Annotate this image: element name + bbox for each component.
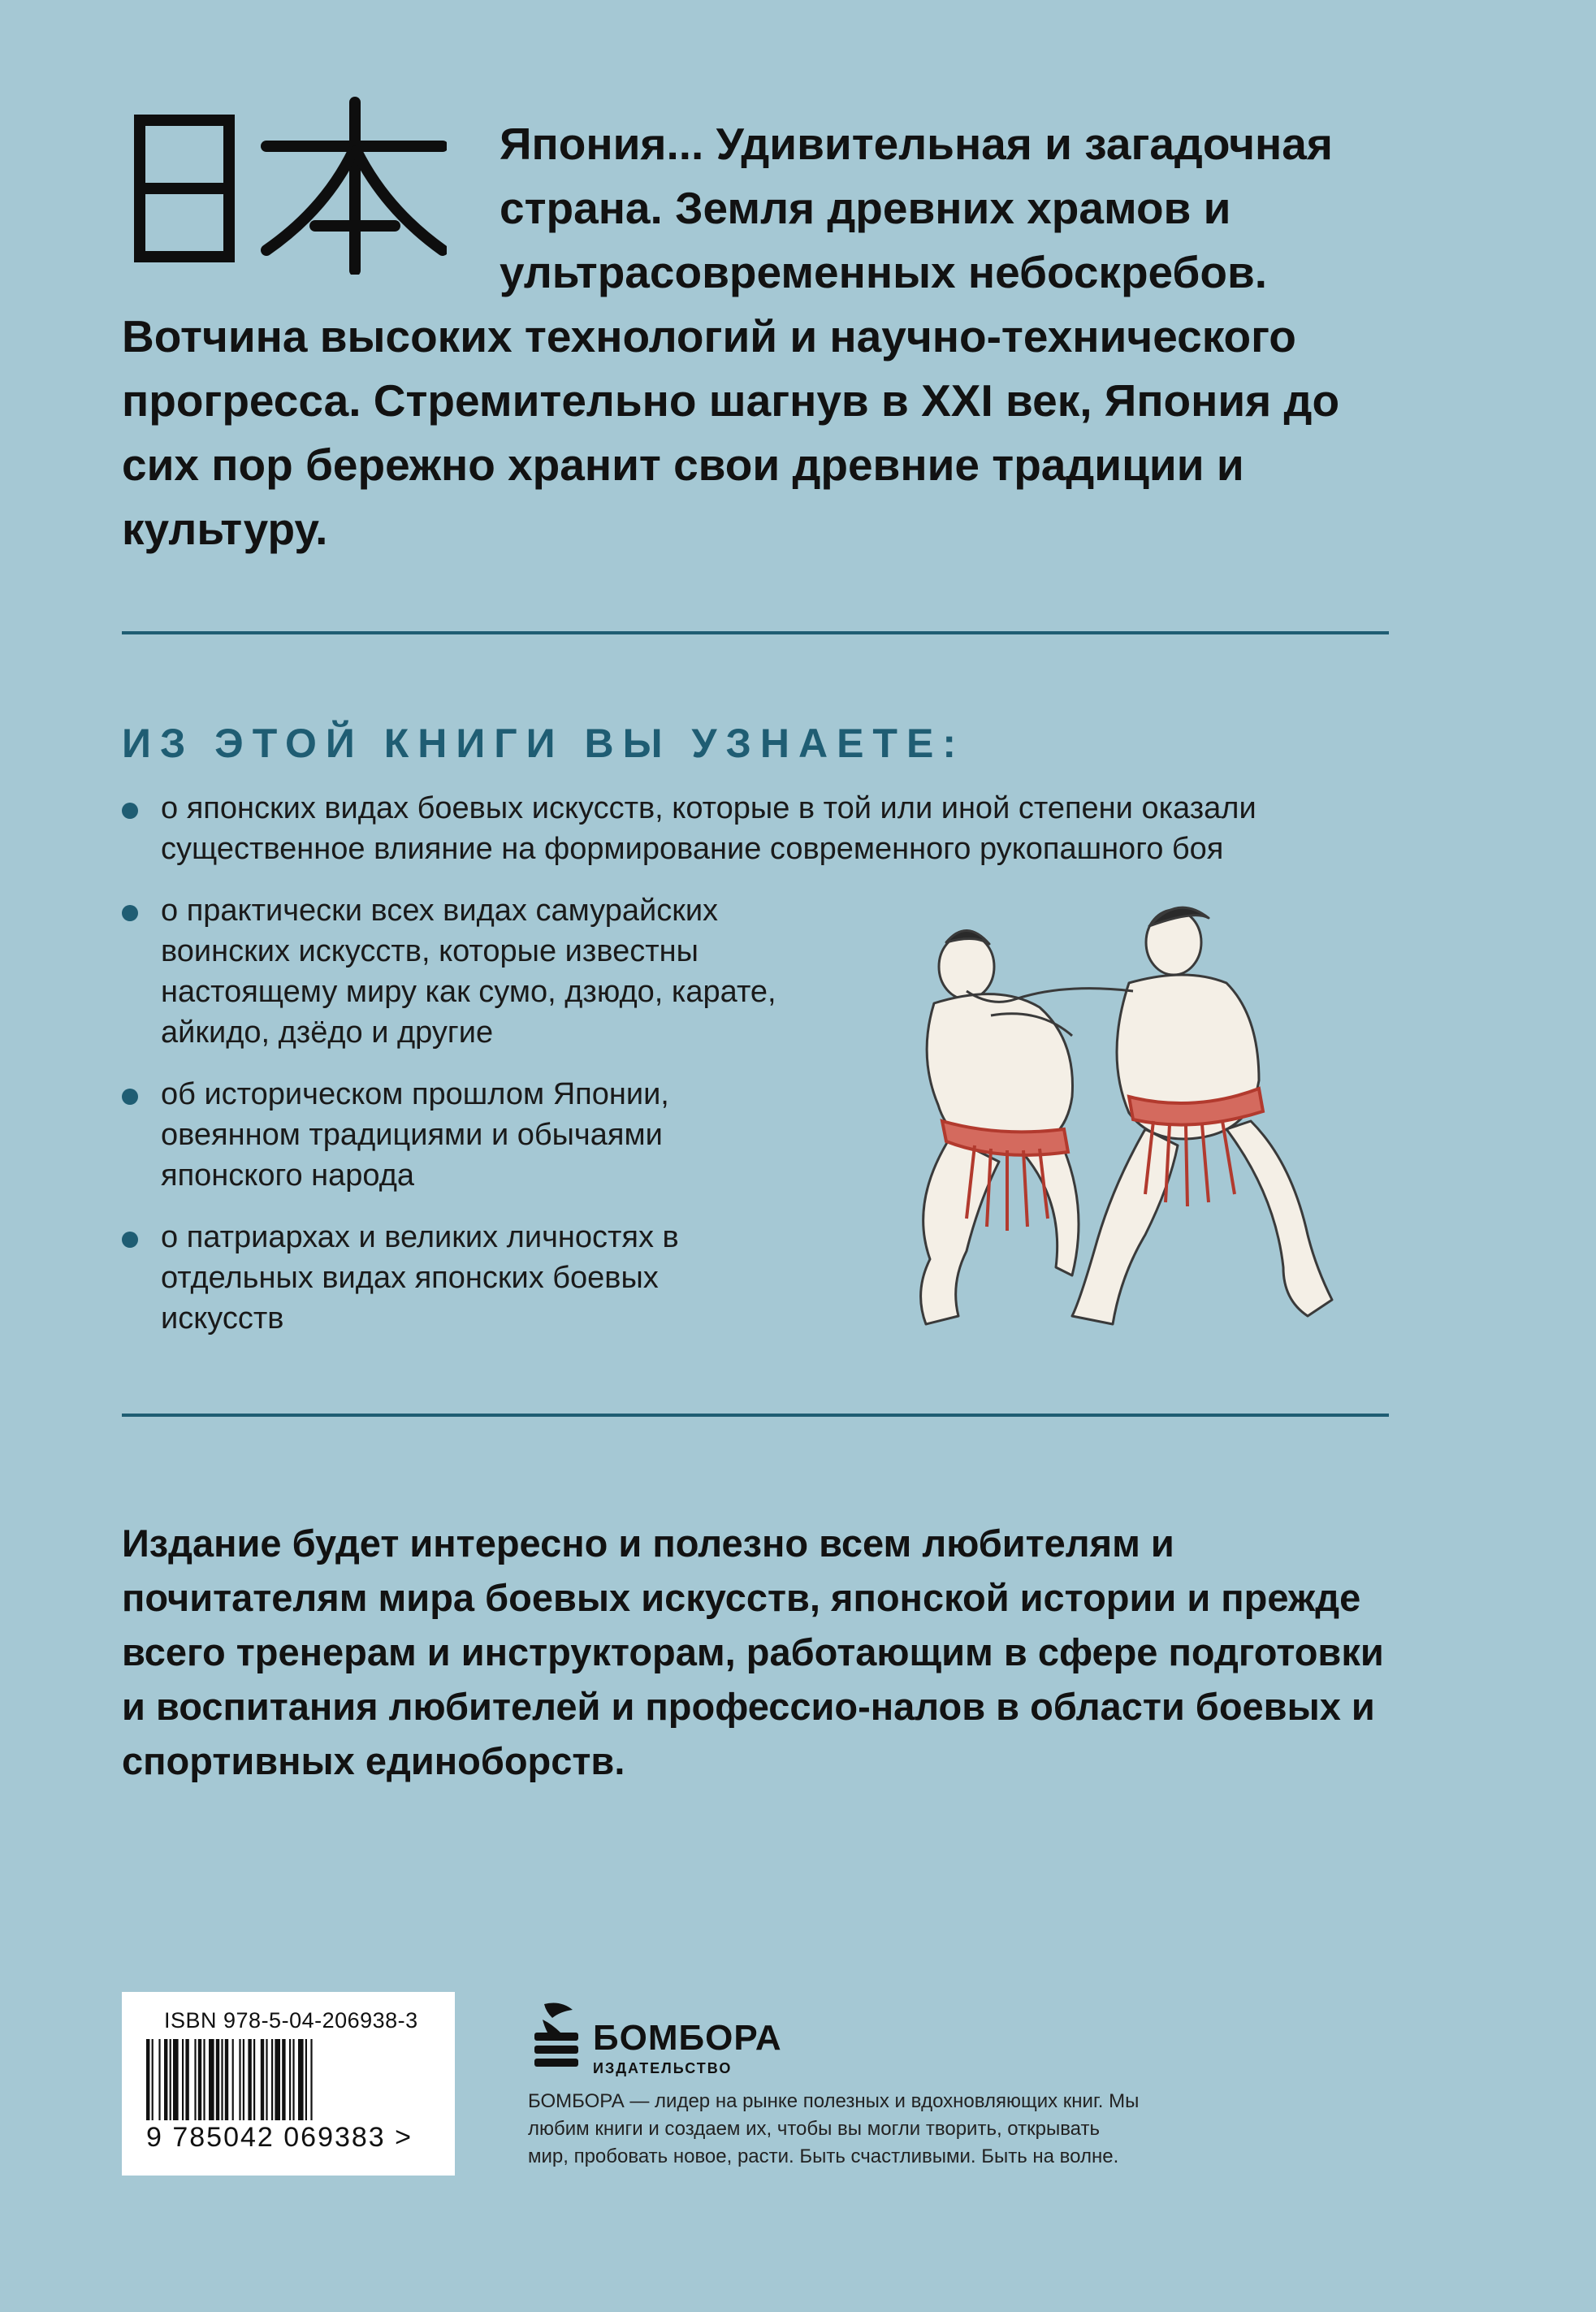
bullet-dot: [122, 905, 138, 921]
intro-line-3: ультрасовременных небоскребов.: [500, 247, 1268, 297]
publisher-slogan: БОМБОРА — лидер на рынке полезных и вдохновляющих книг. Мы любим книги и создаем их, чтобы вы могли творить, открывать мир, пробовать новое, расти. Быть счастливыми. Быть на волне.: [528, 2090, 1140, 2167]
list-item: [122, 890, 851, 1053]
barcode-bar: [194, 2039, 196, 2120]
sumo-wrestlers-illustration: [902, 894, 1405, 1349]
barcode-bar: [243, 2039, 244, 2120]
divider-top: [122, 631, 1389, 634]
list-item-text: о патриархах и великих личностях в отдельных видах японских боевых искусств: [161, 1220, 679, 1336]
list-item: [122, 788, 1421, 869]
intro-line-2: страна. Земля древних храмов и: [500, 183, 1231, 233]
barcode-bar: [209, 2039, 214, 2120]
barcode-bar: [146, 2039, 149, 2120]
list-item-text: о практически всех видах самурайских воинских искусств, которые известны настоящему миру как сумо, дзюдо, карате, айкидо, дзёдо и другие: [161, 894, 776, 1050]
barcode-bar: [164, 2039, 167, 2120]
isbn-text: ISBN 978-5-04-206938-3: [164, 2008, 418, 2033]
publisher-name: БОМБОРА: [593, 2018, 782, 2058]
bullet-dot: [122, 803, 138, 819]
list-item-text: об историческом прошлом Японии, овеянном традициями и обычаями японского народа: [161, 1077, 669, 1193]
barcode-bar: [266, 2039, 267, 2120]
barcode-bar: [289, 2039, 291, 2120]
barcode-bar: [203, 2039, 205, 2120]
intro-line-1: Япония... Удивительная и загадочная: [500, 119, 1333, 169]
learn-heading: ИЗ ЭТОЙ КНИГИ ВЫ УЗНАЕТЕ:: [122, 721, 965, 766]
barcode-bar: [216, 2039, 219, 2120]
bullet-dot: [122, 1232, 138, 1248]
barcode-bar: [261, 2039, 264, 2120]
list-item: [122, 1074, 746, 1196]
outro-paragraph: Издание будет интересно и полезно всем любителям и почитателям мира боевых искусств, японской истории и прежде всего тренерам и инструкторам, работающим в сфере подготовки и воспитания любителей и профессио-налов в области боевых и спортивных единоборств.: [122, 1522, 1384, 1782]
barcode-bar: [292, 2039, 294, 2120]
left-wrestler-leg-1: [921, 1137, 999, 1324]
barcode-bar: [152, 2039, 154, 2120]
barcode-bar: [271, 2039, 273, 2120]
right-wrestler-leg-2: [1226, 1121, 1332, 1316]
bullet-dot: [122, 1089, 138, 1105]
barcode-bar: [221, 2039, 223, 2120]
list-item-text: о японских видах боевых искусств, которые в той или иной степени оказали существенное влияние на формирование современного рукопашного боя: [161, 791, 1256, 866]
barcode-bar: [170, 2039, 171, 2120]
barcode-bar: [239, 2039, 240, 2120]
barcode: [122, 1992, 455, 2176]
barcode-bar: [310, 2039, 312, 2120]
barcode-bar: [173, 2039, 179, 2120]
barcode-bar: [198, 2039, 201, 2120]
left-wrestler-head: [939, 934, 994, 999]
barcode-bar: [158, 2039, 160, 2120]
left-wrestler-leg-2: [1023, 1150, 1079, 1275]
barcode-bar: [298, 2039, 304, 2120]
intro-rest: Вотчина высоких технологий и научно-технического прогресса. Стремительно шагнув в XXI век, Япония до сих пор бережно хранит свои древние традиции и культуру.: [122, 311, 1340, 554]
barcode-bar: [253, 2039, 255, 2120]
barcode-digits: 9 785042 069383 >: [146, 2122, 413, 2153]
barcode-bar: [305, 2039, 307, 2120]
bombora-wave-logo-icon: [528, 2000, 585, 2081]
barcode-bar: [275, 2039, 280, 2120]
barcode-bar: [185, 2039, 188, 2120]
right-wrestler-leg-1: [1072, 1129, 1178, 1324]
publisher-subtitle: ИЗДАТЕЛЬСТВО: [593, 2060, 733, 2076]
barcode-bar: [282, 2039, 285, 2120]
barcode-bar: [248, 2039, 251, 2120]
barcode-bar: [232, 2039, 234, 2120]
barcode-bar: [182, 2039, 184, 2120]
barcode-bars: [146, 2039, 430, 2120]
divider-bottom: [122, 1414, 1389, 1417]
intro-paragraph: [122, 112, 1405, 561]
barcode-bar: [225, 2039, 228, 2120]
list-item: [122, 1217, 746, 1339]
